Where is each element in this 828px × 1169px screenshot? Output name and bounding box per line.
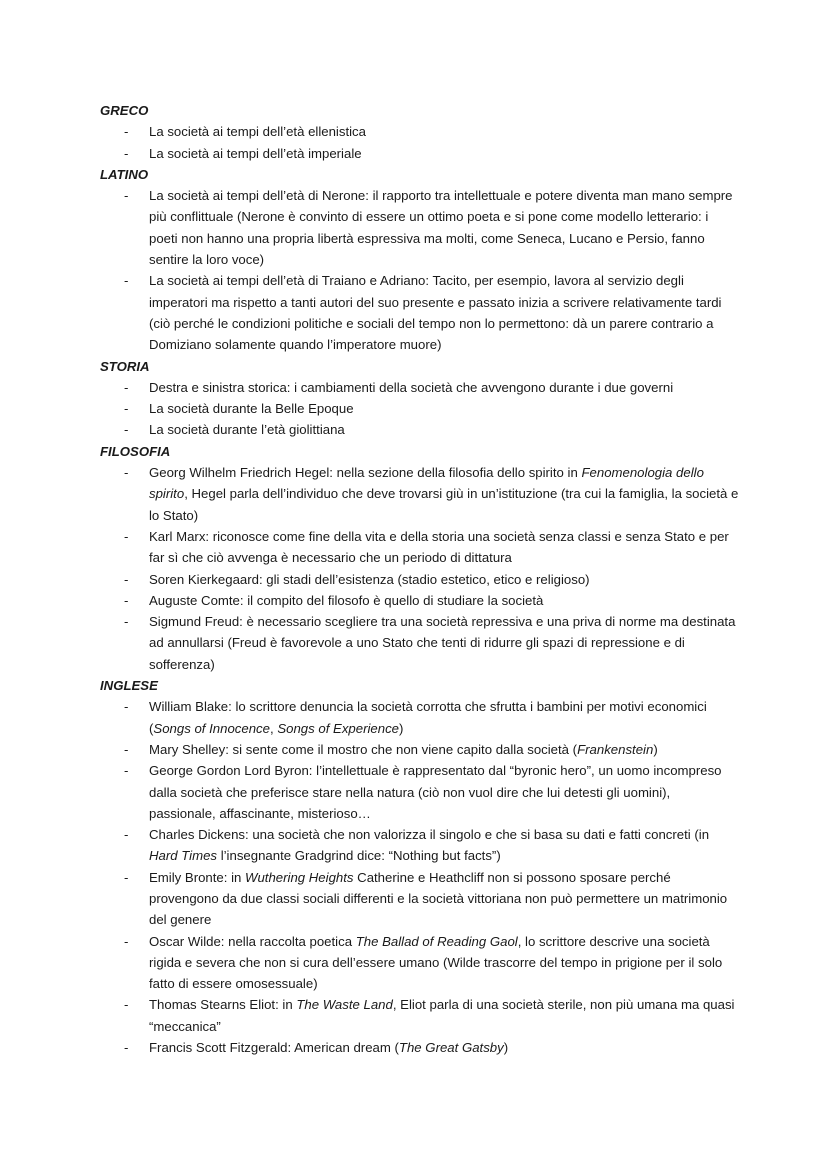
- item-text: Charles Dickens: una società che non valorizza il singolo e che si basa su dati e fatti concreti (in: [149, 827, 710, 843]
- bullet-dash: -: [124, 145, 129, 161]
- italic-title: Wuthering Heights: [245, 869, 354, 885]
- item-text: La società ai tempi dell’età ellenistica: [149, 124, 366, 140]
- item-text: , Eliot parla di una società sterile, non più umana ma quasi “meccanica”: [149, 997, 735, 1034]
- italic-title: The Waste Land: [296, 997, 393, 1013]
- bullet-dash: -: [124, 592, 129, 608]
- section-list: [100, 377, 740, 441]
- list-item: [100, 462, 740, 526]
- bullet-dash: -: [124, 571, 129, 587]
- bullet-dash: -: [124, 188, 129, 204]
- section-list: [100, 185, 740, 355]
- item-text: La società ai tempi dell’età di Nerone: il rapporto tra intellettuale e potere diventa man mano sempre più conflittuale (Nerone è convinto di essere un ottimo poeta e si pone come modello letterario: i poeti non hanno una propria libertà espressiva ma molti, come Seneca, Lucano e Persio, fanno sentire la loro voce): [149, 188, 733, 268]
- list-item: [100, 739, 740, 760]
- italic-title: The Great Gatsby: [398, 1040, 504, 1056]
- item-text: Soren Kierkegaard: gli stadi dell’esistenza (stadio estetico, etico e religioso): [149, 571, 590, 587]
- item-text: Georg Wilhelm Friedrich Hegel: nella sezione della filosofia dello spirito in: [149, 465, 582, 481]
- item-text: La società ai tempi dell’età imperiale: [149, 145, 362, 161]
- item-text: ): [503, 1040, 509, 1056]
- item-text: La società ai tempi dell’età di Traiano e Adriano: Tacito, per esempio, lavora al servizio degli imperatori ma rispetto a tanti autori del suo presente e passato inizia a scrivere relativamente tardi (ciò perché le condizioni politiche e sociali del tempo non lo permettono: dà un parere contrario a Domiziano solamente quando l’imperatore muore): [149, 273, 722, 353]
- list-item: [100, 270, 740, 355]
- item-text: Karl Marx: riconosce come fine della vita e della storia una società senza classi e senza Stato e per far sì che ciò avvenga è necessario che un periodo di dittatura: [149, 528, 729, 566]
- item-text: La società durante la Belle Epoque: [149, 401, 354, 417]
- section-list: [100, 462, 740, 675]
- item-text: Auguste Comte: il compito del filosofo è quello di studiare la società: [149, 592, 544, 608]
- bullet-dash: -: [124, 933, 129, 949]
- bullet-dash: -: [124, 827, 129, 843]
- bullet-dash: -: [124, 869, 129, 885]
- item-text: George Gordon Lord Byron: l’intellettuale è rappresentato dal “byronic hero”, un uomo incompreso dalla società che preferisce stare nella natura (ciò non vuol dire che lui detesti gli uomini), passionale, affascinante, misterioso…: [149, 763, 722, 821]
- item-text: Sigmund Freud: è necessario scegliere tra una società repressiva e una priva di norme ma destinata ad annullarsi (Freud è favorevole a uno Stato che tenti di ridurre gli spazi di repressione e di sofferenza): [149, 614, 736, 672]
- item-text: Catherine e Heathcliff non si possono sposare perché provengono da due classi sociali differenti e la società vittoriana non può permettere un matrimonio del genere: [149, 869, 728, 928]
- item-text: , lo scrittore descrive una società rigida e severa che non si cura dell’essere umano (Wilde trascorre del tempo in prigione per il solo fatto di essere omosessuale): [149, 933, 723, 992]
- italic-title: Songs of Innocence: [153, 720, 270, 736]
- list-item: [100, 867, 740, 931]
- list-item: [100, 377, 740, 398]
- section-list: [100, 696, 740, 1058]
- document-page: [100, 100, 740, 1058]
- item-text: ): [653, 741, 658, 757]
- section-heading: GRECO: [100, 103, 149, 118]
- list-item: [100, 121, 740, 142]
- item-text: Emily Bronte: in: [149, 869, 246, 885]
- list-item: [100, 760, 740, 824]
- bullet-dash: -: [124, 379, 129, 395]
- italic-title: Songs of Experience: [277, 720, 400, 736]
- item-text: ): [399, 720, 404, 736]
- list-item: [100, 185, 740, 270]
- italic-title: Hard Times: [149, 848, 218, 864]
- bullet-dash: -: [124, 124, 129, 140]
- list-item: [100, 611, 740, 675]
- item-text: La società durante l’età giolittiana: [149, 422, 345, 438]
- bullet-dash: -: [124, 465, 129, 481]
- list-item: [100, 569, 740, 590]
- italic-title: Frankenstein: [577, 741, 654, 757]
- item-text: Oscar Wilde: nella raccolta poetica: [149, 933, 356, 949]
- item-text: l’insegnante Gradgrind dice: “Nothing but facts”): [217, 848, 501, 864]
- bullet-dash: -: [124, 1040, 129, 1056]
- item-text: Francis Scott Fitzgerald: American dream (: [149, 1040, 399, 1056]
- italic-title: The Ballad of Reading Gaol: [355, 933, 518, 949]
- bullet-dash: -: [124, 273, 129, 289]
- section-list: [100, 121, 740, 164]
- item-text: Mary Shelley: si sente come il mostro che non viene capito dalla società (: [149, 741, 578, 757]
- list-item: [100, 1037, 740, 1058]
- bullet-dash: -: [124, 699, 129, 715]
- list-item: [100, 398, 740, 419]
- bullet-dash: -: [124, 614, 129, 630]
- item-text: William Blake: lo scrittore denuncia la società corrotta che sfrutta i bambini per motivi economici (: [149, 699, 707, 736]
- bullet-dash: -: [124, 528, 129, 544]
- section-heading: STORIA: [100, 358, 150, 374]
- section-heading: INGLESE: [100, 678, 158, 694]
- list-item: [100, 824, 740, 867]
- section-heading: FILOSOFIA: [100, 443, 171, 459]
- bullet-dash: -: [124, 401, 129, 417]
- item-text: Destra e sinistra storica: i cambiamenti della società che avvengono durante i due governi: [149, 379, 674, 395]
- list-item: [100, 143, 740, 164]
- italic-title: Fenomenologia dello spirito: [149, 465, 704, 502]
- list-item: [100, 931, 740, 995]
- bullet-dash: -: [124, 763, 129, 779]
- item-text: ,: [269, 720, 278, 736]
- section-heading: LATINO: [100, 166, 149, 182]
- list-item: [100, 419, 740, 440]
- list-item: [100, 994, 740, 1037]
- bullet-dash: -: [124, 741, 129, 757]
- bullet-dash: -: [124, 422, 129, 438]
- item-text: , Hegel parla dell’individuo che deve trovarsi giù in un’istituzione (tra cui la famiglia, la società e lo Stato): [149, 486, 739, 523]
- item-text: Thomas Stearns Eliot: in: [149, 997, 297, 1013]
- list-item: [100, 526, 740, 569]
- list-item: [100, 696, 740, 739]
- list-item: [100, 590, 740, 611]
- bullet-dash: -: [124, 997, 129, 1013]
